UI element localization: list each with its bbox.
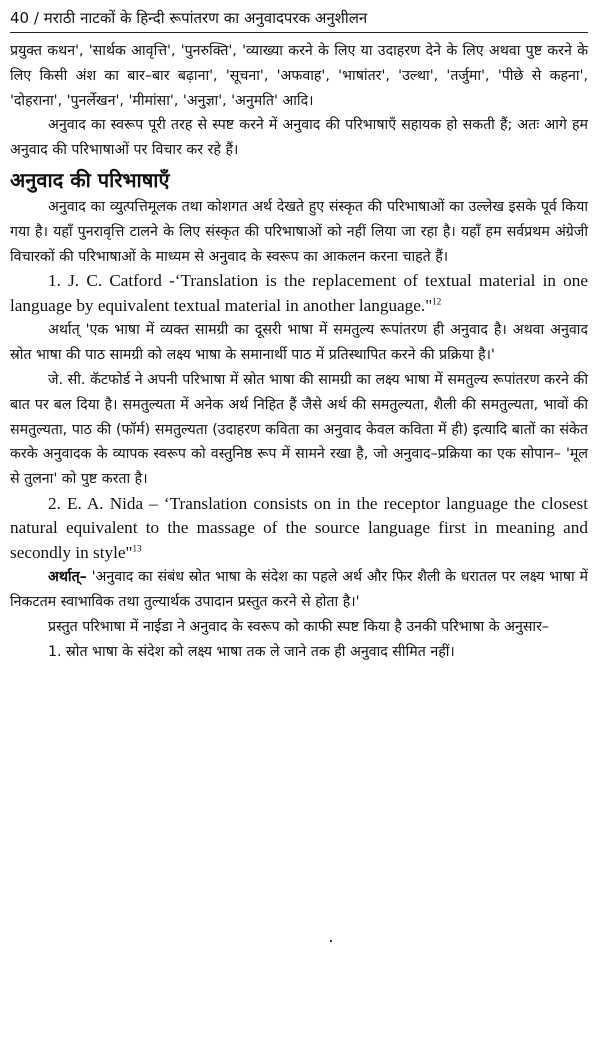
nida-explanation: प्रस्तुत परिभाषा में नाईडा ने अनुवाद के स्वरूप को काफी स्पष्ट किया है उनकी परिभाषा के अनुसार–: [48, 619, 549, 636]
paragraph-context: अनुवाद का व्युत्पत्तिमूलक तथा कोशगत अर्थ देखते हुए संस्कृत की परिभाषाओं का उल्लेख इसके पूर्व किया गया है। यहाँ पुनरावृत्ति टालने के लिए संस्कृत की परिभाषाओं को नहीं लिया जा रहा है। यहाँ हम सर्वप्रथम अंग्रेजी विचारकों की परिभाषाओं के माध्यम से अनुवाद के स्वरूप का आकलन करना चाहते हैं।: [10, 198, 588, 265]
nida-quote: 2. E. A. Nida – ‘Translation consists on in the receptor language the closest natural equivalent to the massage of the source language first in meaning and secondly in style": [10, 493, 588, 562]
running-header: [10, 8, 588, 33]
catford-explanation: जे. सी. कॅटफोर्ड ने अपनी परिभाषा में स्रोत भाषा की सामग्री का लक्ष्य भाषा में समतुल्य रूपांतरण करने की बात पर बल दिया है। समतुल्यता में अनेक अर्थ निहित हैं जैसे अर्थ की समतुल्यता, शैली की समतुल्यता, भावों की समतुल्यता, पाठ की (फॉर्म) समतुल्यता (उदाहरण कविता का अनुवाद केवल कविता में ही) इत्यादि बातों का संकेत करके अनुवादक के व्यापक स्वरूप को वस्तुनिष्ठ रूप में सामने रखा है, जो अनुवाद–प्रक्रिया का एक सोपान– 'मूल से तुलना' को पुष्ट करता है।: [10, 371, 588, 488]
catford-quote: 1. J. C. Catford -‘Translation is the replacement of textual material in one language by equivalent textual material in another language.": [10, 271, 588, 315]
footnote-ref-12: 12: [432, 296, 442, 307]
footnote-ref-13: 13: [132, 543, 142, 554]
nida-hindi-text: 'अनुवाद का संबंध स्रोत भाषा के संदेश का पहले अर्थ और फिर शैली के धरातल पर लक्ष्य भाषा में निकटतम स्वाभाविक तथा तुल्यार्थक उपादान प्रस्तुत करने से होता है।': [10, 569, 588, 611]
nida-definition: [10, 492, 588, 566]
page-number: 40: [10, 9, 30, 27]
print-speck: [330, 940, 332, 942]
book-title: मराठी नाटकों के हिन्दी रूपांतरण का अनुवादपरक अनुशीलन: [43, 9, 368, 27]
arthat-label: अर्थात्–: [48, 569, 87, 586]
paragraph-terms: प्रयुक्त कथन', 'सार्थक आवृत्ति', 'पुनरुक्ति', 'व्याख्या करने के लिए या उदाहरण देने के लिए अथवा पुष्ट करने के लिए किसी अंश का बार–बार बढ़ाना', 'सूचना', 'अफवाह', 'भाषांतर', 'उल्था', 'तर्जुमा', 'पीछे से कहना', 'दोहराना', 'पुनर्लेखन', 'मीमांसा', 'अनुज्ञा', 'अनुमति' आदि।: [10, 43, 588, 109]
nida-point-1: 1. स्रोत भाषा के संदेश को लक्ष्य भाषा तक ले जाने तक ही अनुवाद सीमित नहीं।: [48, 643, 455, 660]
header-separator: /: [33, 9, 39, 27]
section-heading: अनुवाद की परिभाषाएँ: [10, 167, 170, 192]
catford-hindi-meaning: अर्थात् 'एक भाषा में व्यक्त सामग्री का दूसरी भाषा में समतुल्य रूपांतरण ही अनुवाद है। अथवा अनुवाद स्रोत भाषा की पाठ सामग्री को लक्ष्य भाषा के समानार्थी पाठ में प्रतिस्थापित करने की प्रक्रिया है।': [10, 322, 588, 364]
paragraph-intro: अनुवाद का स्वरूप पूरी तरह से स्पष्ट करने में अनुवाद की परिभाषाएँ सहायक हो सकती हैं; अतः आगे हम अनुवाद की परिभाषाओं पर विचार कर रहे हैं।: [10, 117, 588, 159]
catford-definition: [10, 269, 588, 318]
nida-hindi-meaning: [10, 565, 588, 615]
